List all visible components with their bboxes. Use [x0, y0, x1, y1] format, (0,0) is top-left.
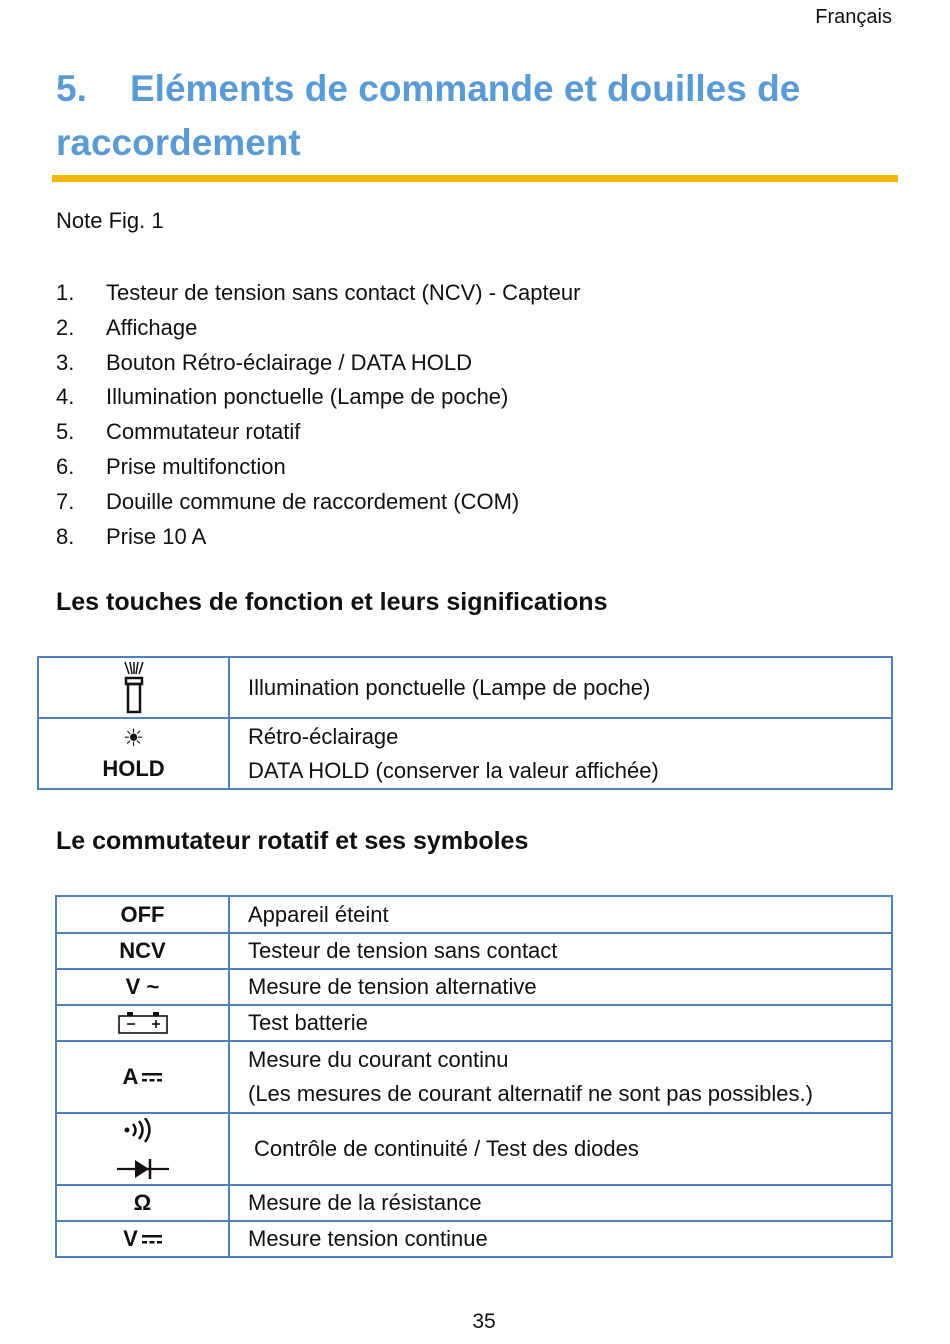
function-description: Illumination ponctuelle (Lampe de poche)	[229, 657, 892, 718]
dc-current-symbol: A	[56, 1041, 229, 1113]
table-row: Contrôle de continuité / Test des diodes	[56, 1113, 892, 1185]
table-row	[38, 657, 892, 718]
list-item: 2. Affichage	[56, 314, 198, 340]
table-row: V ~ Mesure de tension alternative	[56, 969, 892, 1005]
table-row: V Mesure tension continue	[56, 1221, 892, 1257]
component-list	[56, 277, 580, 555]
flashlight-icon	[38, 657, 229, 718]
list-item: 1. Testeur de tension sans contact (NCV) - Capteur	[56, 280, 581, 305]
function-keys-heading: Les touches de fonction et leurs significations	[56, 588, 608, 616]
function-keys-table	[37, 656, 893, 790]
off-symbol: OFF	[56, 896, 229, 933]
page-number: 35	[472, 1310, 496, 1333]
dc-icon	[142, 1071, 162, 1083]
rotary-switch-heading: Le commutateur rotatif et ses symboles	[56, 827, 529, 855]
table-row: OFF Appareil éteint	[56, 896, 892, 933]
dc-voltage-symbol: V	[56, 1221, 229, 1257]
battery-icon	[56, 1005, 229, 1041]
section-title: Eléments de commande et douilles de raccordement	[56, 68, 801, 163]
table-row: A Mesure du courant continu (Les mesures de courant alternatif ne sont pas possibles.)	[56, 1041, 892, 1113]
function-description: Rétro-éclairage DATA HOLD (conserver la valeur affichée)	[229, 718, 892, 789]
hold-symbol: HOLD	[102, 755, 165, 781]
section-heading	[56, 62, 856, 170]
language-label: Français	[815, 6, 892, 28]
rotary-switch-table	[55, 895, 893, 1258]
list-item: 6. Prise multifonction	[56, 453, 286, 479]
table-row	[38, 718, 892, 789]
list-item: 8. Prise 10 A	[56, 523, 207, 549]
list-item: 3. Bouton Rétro-éclairage / DATA HOLD	[56, 349, 473, 375]
continuity-diode-icon	[56, 1113, 229, 1185]
dc-icon	[142, 1233, 162, 1245]
list-item: 7. Douille commune de raccordement (COM)	[56, 488, 520, 514]
backlight-icon: ☀	[122, 724, 145, 752]
list-item: 4. Illumination ponctuelle (Lampe de poche)	[56, 384, 509, 410]
section-number: 5.	[56, 68, 87, 109]
table-row: Test batterie	[56, 1005, 892, 1041]
ac-voltage-symbol: V ~	[56, 969, 229, 1005]
ncv-symbol: NCV	[56, 933, 229, 969]
heading-rule	[52, 175, 898, 182]
table-row: NCV Testeur de tension sans contact	[56, 933, 892, 969]
ohm-symbol: Ω	[56, 1185, 229, 1221]
list-item: 5. Commutateur rotatif	[56, 419, 301, 445]
table-row: Ω Mesure de la résistance	[56, 1185, 892, 1221]
figure-note: Note Fig. 1	[56, 208, 164, 233]
